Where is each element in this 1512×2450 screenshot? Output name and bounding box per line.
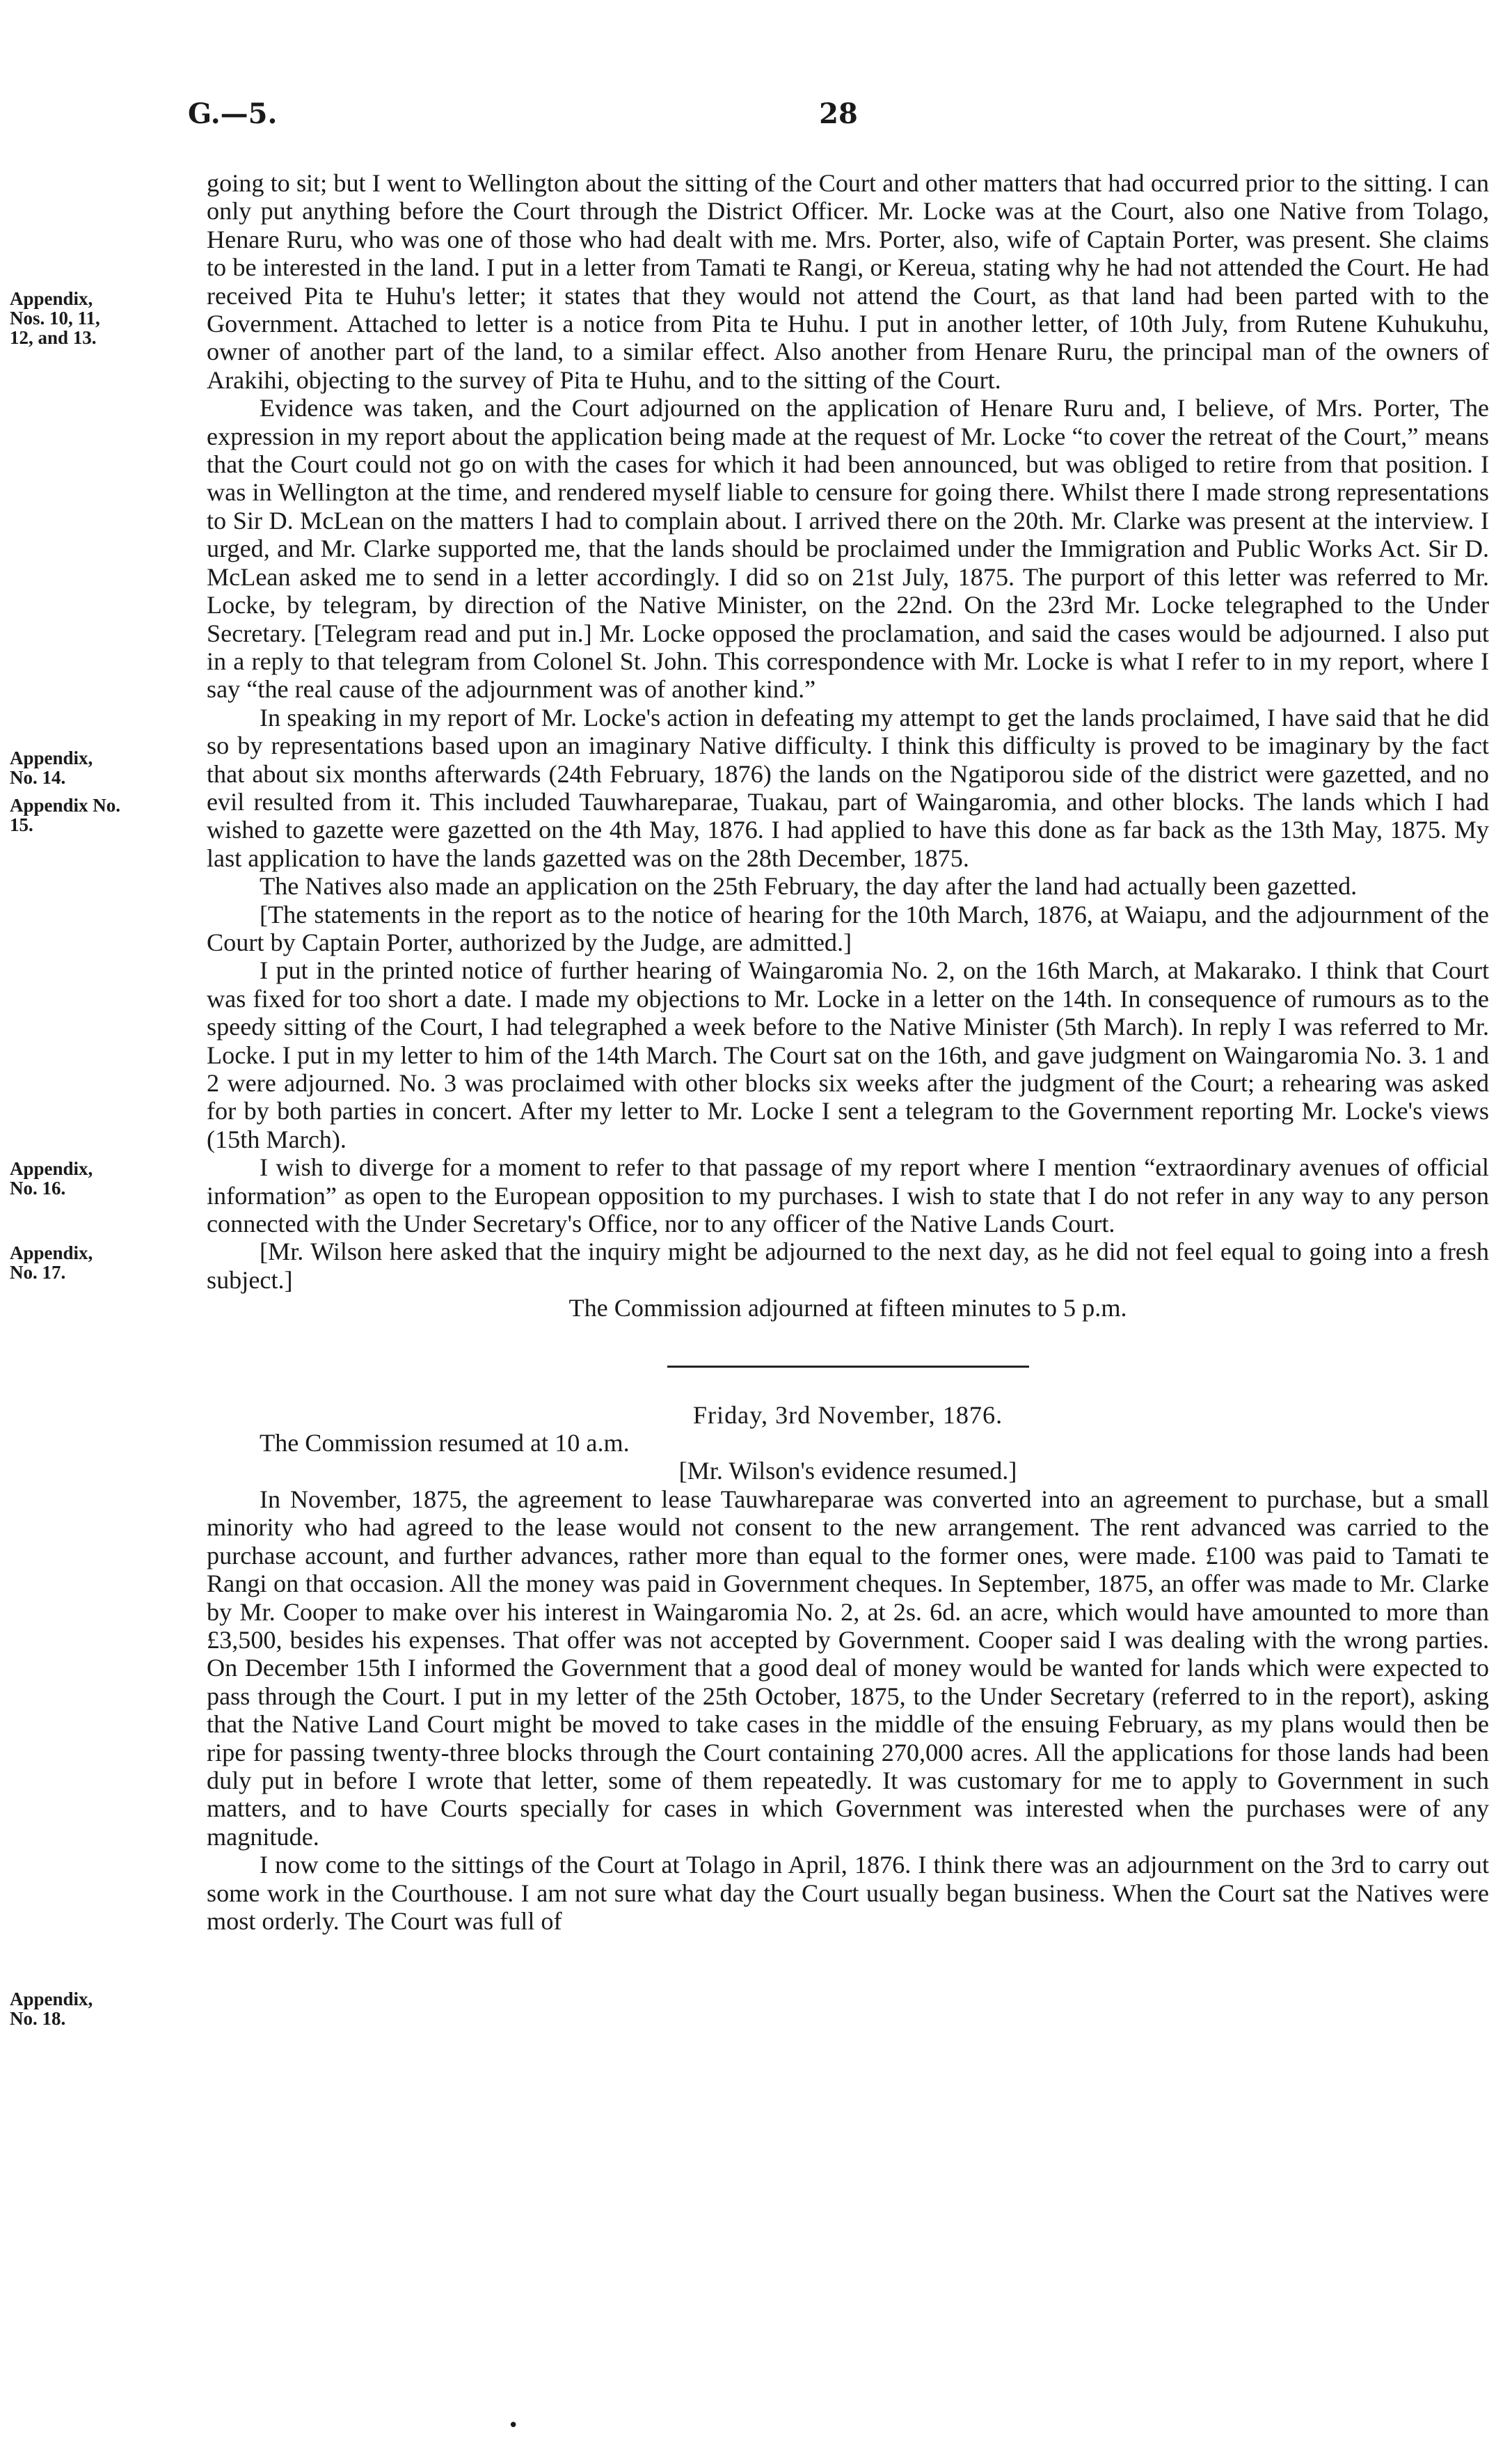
paragraph: The Natives also made an application on the 25th February, the day after the land had actually been gazetted. <box>260 872 1358 901</box>
day-heading: Friday, 3rd November, 1876. <box>692 1400 1003 1429</box>
sidenote-line: No. 17. <box>10 1262 66 1283</box>
page-number: 28 <box>819 97 858 130</box>
main-text <box>207 169 1489 1935</box>
paragraph: I wish to diverge for a moment to refer to that passage of my report where I mention “extraordinary avenues of official information” as open to the European opposition to my purchases. I wish to state that I do not refer in any way to any person connected with the Under Secretary's Office, nor to any officer of the Native Lands Court. <box>207 1153 1489 1238</box>
sidenote-appendix-14 <box>10 748 191 787</box>
sidenote-line: Nos. 10, 11, <box>10 308 100 329</box>
sidenote-appendix-16 <box>10 1159 191 1198</box>
paragraph: I now come to the sittings of the Court at Tolago in April, 1876. I think there was an adjournment on the 3rd to carry out some work in the Courthouse. I am not sure what day the Court usually began business. When the Court sat the Natives were most orderly. The Court was full of <box>207 1851 1489 1935</box>
document-reference: G.—5. <box>188 97 278 130</box>
session-resumed: The Commission resumed at 10 a.m. <box>260 1429 630 1457</box>
sidenote-line: No. 16. <box>10 1178 66 1199</box>
section-divider <box>667 1366 1029 1368</box>
sidenote-line: Appendix, <box>10 1158 93 1179</box>
paragraph: going to sit; but I went to Wellington about the sitting of the Court and other matters that had occurred prior to the sitting. I can only put anything before the Court through the District Officer. Mr. Locke was at the Court, also one Native from Tolago, Henare Ruru, who was one of those who had dealt with me. Mrs. Porter, also, wife of Captain Porter, was present. She claims to be interested in the land. I put in a letter from Tamati te Rangi, or Kereua, stating why he had not attended the Court. He had received Pita te Huhu's letter; it states that they would not attend the Court, as that land had been parted with to the Government. Attached to letter is a notice from Pita te Huhu. I put in another letter, of 10th July, from Rutene Kuhukuhu, owner of another part of the land, to a similar effect. Also another from Henare Ruru, the principal man of the owners of Arakihi, objecting to the survey of Pita te Huhu, and to the sitting of the Court. <box>207 169 1489 394</box>
sidenote-appendix-17 <box>10 1243 191 1282</box>
sidenote-line: No. 18. <box>10 2008 66 2029</box>
paragraph: Evidence was taken, and the Court adjourned on the application of Henare Ruru and, I believe, of Mrs. Porter, The expression in my report about the application being made at the request of Mr. Locke “to cover the retreat of the Court,” means that the Court could not go on with the cases for which it had been announced, but was obliged to retire from that position. I was in Wellington at the time, and rendered myself liable to censure for going there. Whilst there I made strong representations to Sir D. McLean on the matters I had to complain about. I arrived there on the 20th. Mr. Clarke was present at the interview. I urged, and Mr. Clarke supported me, that the lands should be proclaimed under the Immigration and Public Works Act. Sir D. McLean asked me to send in a letter accordingly. I did so on 21st July, 1875. The purport of this letter was referred to Mr. Locke, by telegram, by direction of the Native Minister, on the 22nd. On the 23rd Mr. Locke telegraphed to the Under Secretary. [Telegram read and put in.] Mr. Locke opposed the proclamation, and said the cases would be adjourned. I also put in a reply to that telegram from Colonel St. John. This correspondence with Mr. Locke is what I refer to in my report, where I say “the real cause of the adjournment was of another kind.” <box>207 394 1489 704</box>
paragraph: [Mr. Wilson here asked that the inquiry might be adjourned to the next day, as he did not feel equal to going into a fresh subject.] <box>207 1238 1489 1294</box>
paragraph: [The statements in the report as to the notice of hearing for the 10th March, 1876, at Waiapu, and the adjournment of the Court by Captain Porter, authorized by the Judge, are admitted.] <box>207 900 1489 956</box>
sidenote-appendix-18 <box>10 1989 191 2028</box>
paragraph: In November, 1875, the agreement to lease Tauwhareparae was converted into an agreement to purchase, but a small minority who had agreed to the lease would not consent to the new arrangement. The rent advanced was carried to the purchase account, and further advances, rather more than equal to the former ones, were made. £100 was paid to Tamati te Rangi on that occasion. All the money was paid in Government cheques. In September, 1875, an offer was made to Mr. Clarke by Mr. Cooper to make over his interest in Waingaromia No. 2, at 2s. 6d. an acre, which would have amounted to more than £3,500, besides his expenses. That offer was not accepted by Government. Cooper said I was dealing with the wrong parties. On December 15th I informed the Government that a good deal of money would be wanted for lands which were expected to pass through the Court. I put in my letter of the 25th October, 1875, to the Under Secretary (referred to in the report), asking that the Native Land Court might be moved to take cases in the middle of the ensuing February, as my plans would then be ripe for passing twenty-three blocks through the Court containing 270,000 acres. All the applications for those lands had been duly put in before I wrote that letter, some of them repeatedly. It was customary for me to apply to Government in such matters, and to have Courts specially for cases in which Government was interested when the purchases were of any magnitude. <box>207 1485 1489 1851</box>
sidenote-line: Appendix No. <box>10 795 121 816</box>
evidence-resumed-note: [Mr. Wilson's evidence resumed.] <box>678 1457 1017 1485</box>
adjournment-note: The Commission adjourned at fifteen minutes to 5 p.m. <box>568 1294 1127 1322</box>
bullet-mark: • <box>508 2415 519 2436</box>
page-header <box>188 97 1489 139</box>
sidenote-appendix-15 <box>10 796 191 835</box>
sidenote-line: Appendix, <box>10 288 93 309</box>
paragraph: In speaking in my report of Mr. Locke's action in defeating my attempt to get the lands proclaimed, I have said that he did so by representations based upon an imaginary Native difficulty. I think this difficulty is proved to be imaginary by the fact that about six months afterwards (24th February, 1876) the lands on the Ngatiporou side of the district were gazetted, and no evil resulted from it. This included Tauwhareparae, Tuakau, part of Waingaromia, and other blocks. The lands which I had wished to gazette were gazetted on the 4th May, 1876. I had applied to have this done as far back as the 13th May, 1875. My last application to have the lands gazetted was on the 28th December, 1875. <box>207 703 1489 872</box>
sidenote-line: Appendix, <box>10 1989 93 2009</box>
sidenote-line: Appendix, <box>10 748 93 768</box>
sidenote-line: 15. <box>10 814 33 835</box>
sidenote-line: No. 14. <box>10 767 66 788</box>
sidenote-appendix-10-13 <box>10 289 191 347</box>
paragraph: I put in the printed notice of further hearing of Waingaromia No. 2, on the 16th March, at Makarako. I think that Court was fixed for too short a date. I made my objections to Mr. Locke in a letter on the 14th. In consequence of rumours as to the speedy sitting of the Court, I had telegraphed a week before to the Native Minister (5th March). In reply I was referred to Mr. Locke. I put in my letter to him of the 14th March. The Court sat on the 16th, and gave judgment on Waingaromia No. 3. 1 and 2 were adjourned. No. 3 was proclaimed with other blocks six weeks after the judgment of the Court; a rehearing was asked for by both parties in concert. After my letter to Mr. Locke I sent a telegram to the Government reporting Mr. Locke's views (15th March). <box>207 956 1489 1153</box>
sidenote-line: Appendix, <box>10 1242 93 1263</box>
sidenote-line: 12, and 13. <box>10 327 97 348</box>
